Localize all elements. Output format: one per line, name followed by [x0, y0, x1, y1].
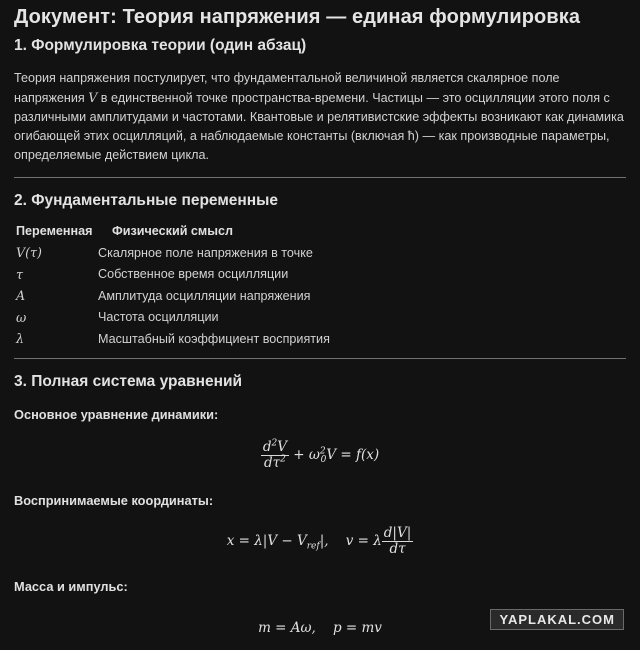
variable-symbol: λ [16, 331, 24, 347]
variable-symbol: A [16, 288, 26, 304]
column-header-meaning: Физический смысл [112, 224, 234, 238]
variable-symbol: ω [16, 309, 27, 325]
column-header-variable: Переменная [16, 224, 93, 238]
mass-subheading: Масса и импульс: [14, 578, 128, 594]
table-row [16, 285, 330, 307]
variables-table [16, 224, 330, 350]
variable-symbol: τ [16, 266, 23, 282]
table-header-row [16, 224, 330, 242]
dynamics-equation: $\frac{d^2V}{d\tau^2}$ + $\omega^2_0V = f(x)$ [262, 438, 380, 471]
table-row [16, 242, 330, 264]
table-row [16, 264, 330, 286]
section-1-heading: 1. Формулировка теории (один абзац) [14, 37, 307, 54]
section-2-heading: 2. Фундаментальные переменные [14, 192, 278, 209]
variable-meaning: Собственное время осцилляции [98, 267, 289, 282]
variable-meaning: Масштабный коэффициент восприятия [98, 331, 330, 346]
table-row [16, 307, 330, 329]
divider [14, 358, 626, 359]
variable-meaning: Амплитуда осцилляции напряжения [98, 288, 311, 303]
voltage-symbol: V [88, 90, 98, 105]
coordinates-subheading: Воспринимаемые координаты: [14, 492, 214, 508]
variable-symbol: V(τ) [16, 245, 42, 261]
dynamics-subheading: Основное уравнение динамики: [14, 406, 219, 422]
theory-paragraph: Теория напряжения постулирует, что фундаментальной величиной является скалярное поле напряжения V в единственной точке пространства-времени. Частицы — это осцилляции этого поля с различными амплитудами и частотами. Квантовые и релятивистские эффекты возникают как динамика огибающей этих осцилляций, а наблюдаемые константы (включая ħ) — как производные параметры, определяемые действием цикла. [14, 71, 624, 162]
divider [14, 177, 626, 178]
mass-momentum-equation: m = Aω, p = mv [258, 619, 382, 636]
page-title: Документ: Теория напряжения — единая формулировка [14, 6, 581, 28]
site-watermark: YAPLAKAL.COM [490, 609, 624, 630]
section-3-heading: 3. Полная система уравнений [14, 372, 243, 390]
coordinates-equation: $x = \lambda|V - V_{ref}|$, v = λ $\frac{d|V|}{d\tau}$ [226, 524, 412, 557]
variable-meaning: Скалярное поле напряжения в точке [98, 245, 313, 260]
table-row [16, 328, 330, 350]
variable-meaning: Частота осцилляции [98, 310, 219, 325]
